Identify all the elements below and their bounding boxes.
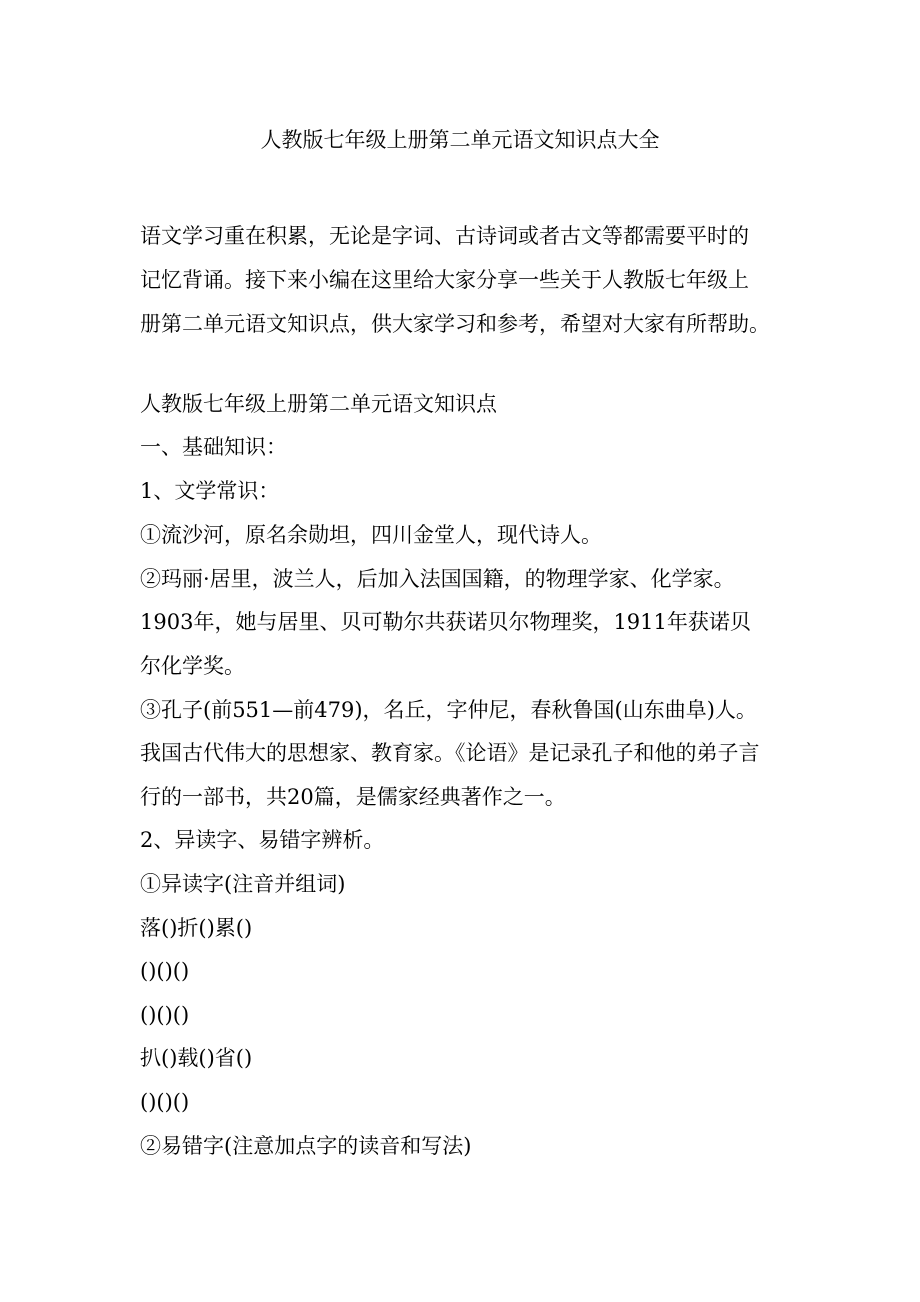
exercise-line: 落()折()累()	[140, 916, 253, 940]
intro-line: 册第二单元语文知识点，供大家学习和参考，希望对大家有所帮助。	[140, 312, 770, 336]
subsection-heading: 2、异读字、易错字辨析。	[140, 828, 385, 852]
exercise-line: ()()()	[140, 959, 190, 983]
body-line: ②易错字(注意加点字的读音和写法)	[140, 1134, 472, 1158]
body-line: ③孔子(前551—前479)，名丘，字仲尼，春秋鲁国(山东曲阜)人。	[140, 698, 757, 722]
subsection-heading: 一、基础知识：	[140, 435, 287, 459]
body-line: 行的一部书，共20篇，是儒家经典著作之一。	[140, 785, 566, 809]
intro-line: 语文学习重在积累，无论是字词、古诗词或者古文等都需要平时的	[140, 224, 749, 248]
exercise-line: ()()()	[140, 1090, 190, 1114]
body-line: ①流沙河，原名余勋坦，四川金堂人，现代诗人。	[140, 523, 602, 547]
body-line: ②玛丽·居里，波兰人，后加入法国国籍，的物理学家、化学家。	[140, 567, 735, 591]
document-title: 人教版七年级上册第二单元语文知识点大全	[260, 128, 660, 152]
subsection-heading: 1、文学常识：	[140, 479, 280, 503]
body-line: 我国古代伟大的思想家、教育家。《论语》是记录孔子和他的弟子言	[140, 741, 760, 765]
body-line: ①异读字(注音并组词)	[140, 872, 346, 896]
body-line: 尔化学奖。	[140, 654, 245, 678]
exercise-line: 扒()载()省()	[140, 1046, 253, 1070]
section-heading: 人教版七年级上册第二单元语文知识点	[140, 392, 497, 416]
exercise-line: ()()()	[140, 1003, 190, 1027]
body-line: 1903年，她与居里、贝可勒尔共获诺贝尔物理奖，1911年获诺贝	[140, 610, 751, 634]
intro-line: 记忆背诵。接下来小编在这里给大家分享一些关于人教版七年级上	[140, 268, 749, 292]
